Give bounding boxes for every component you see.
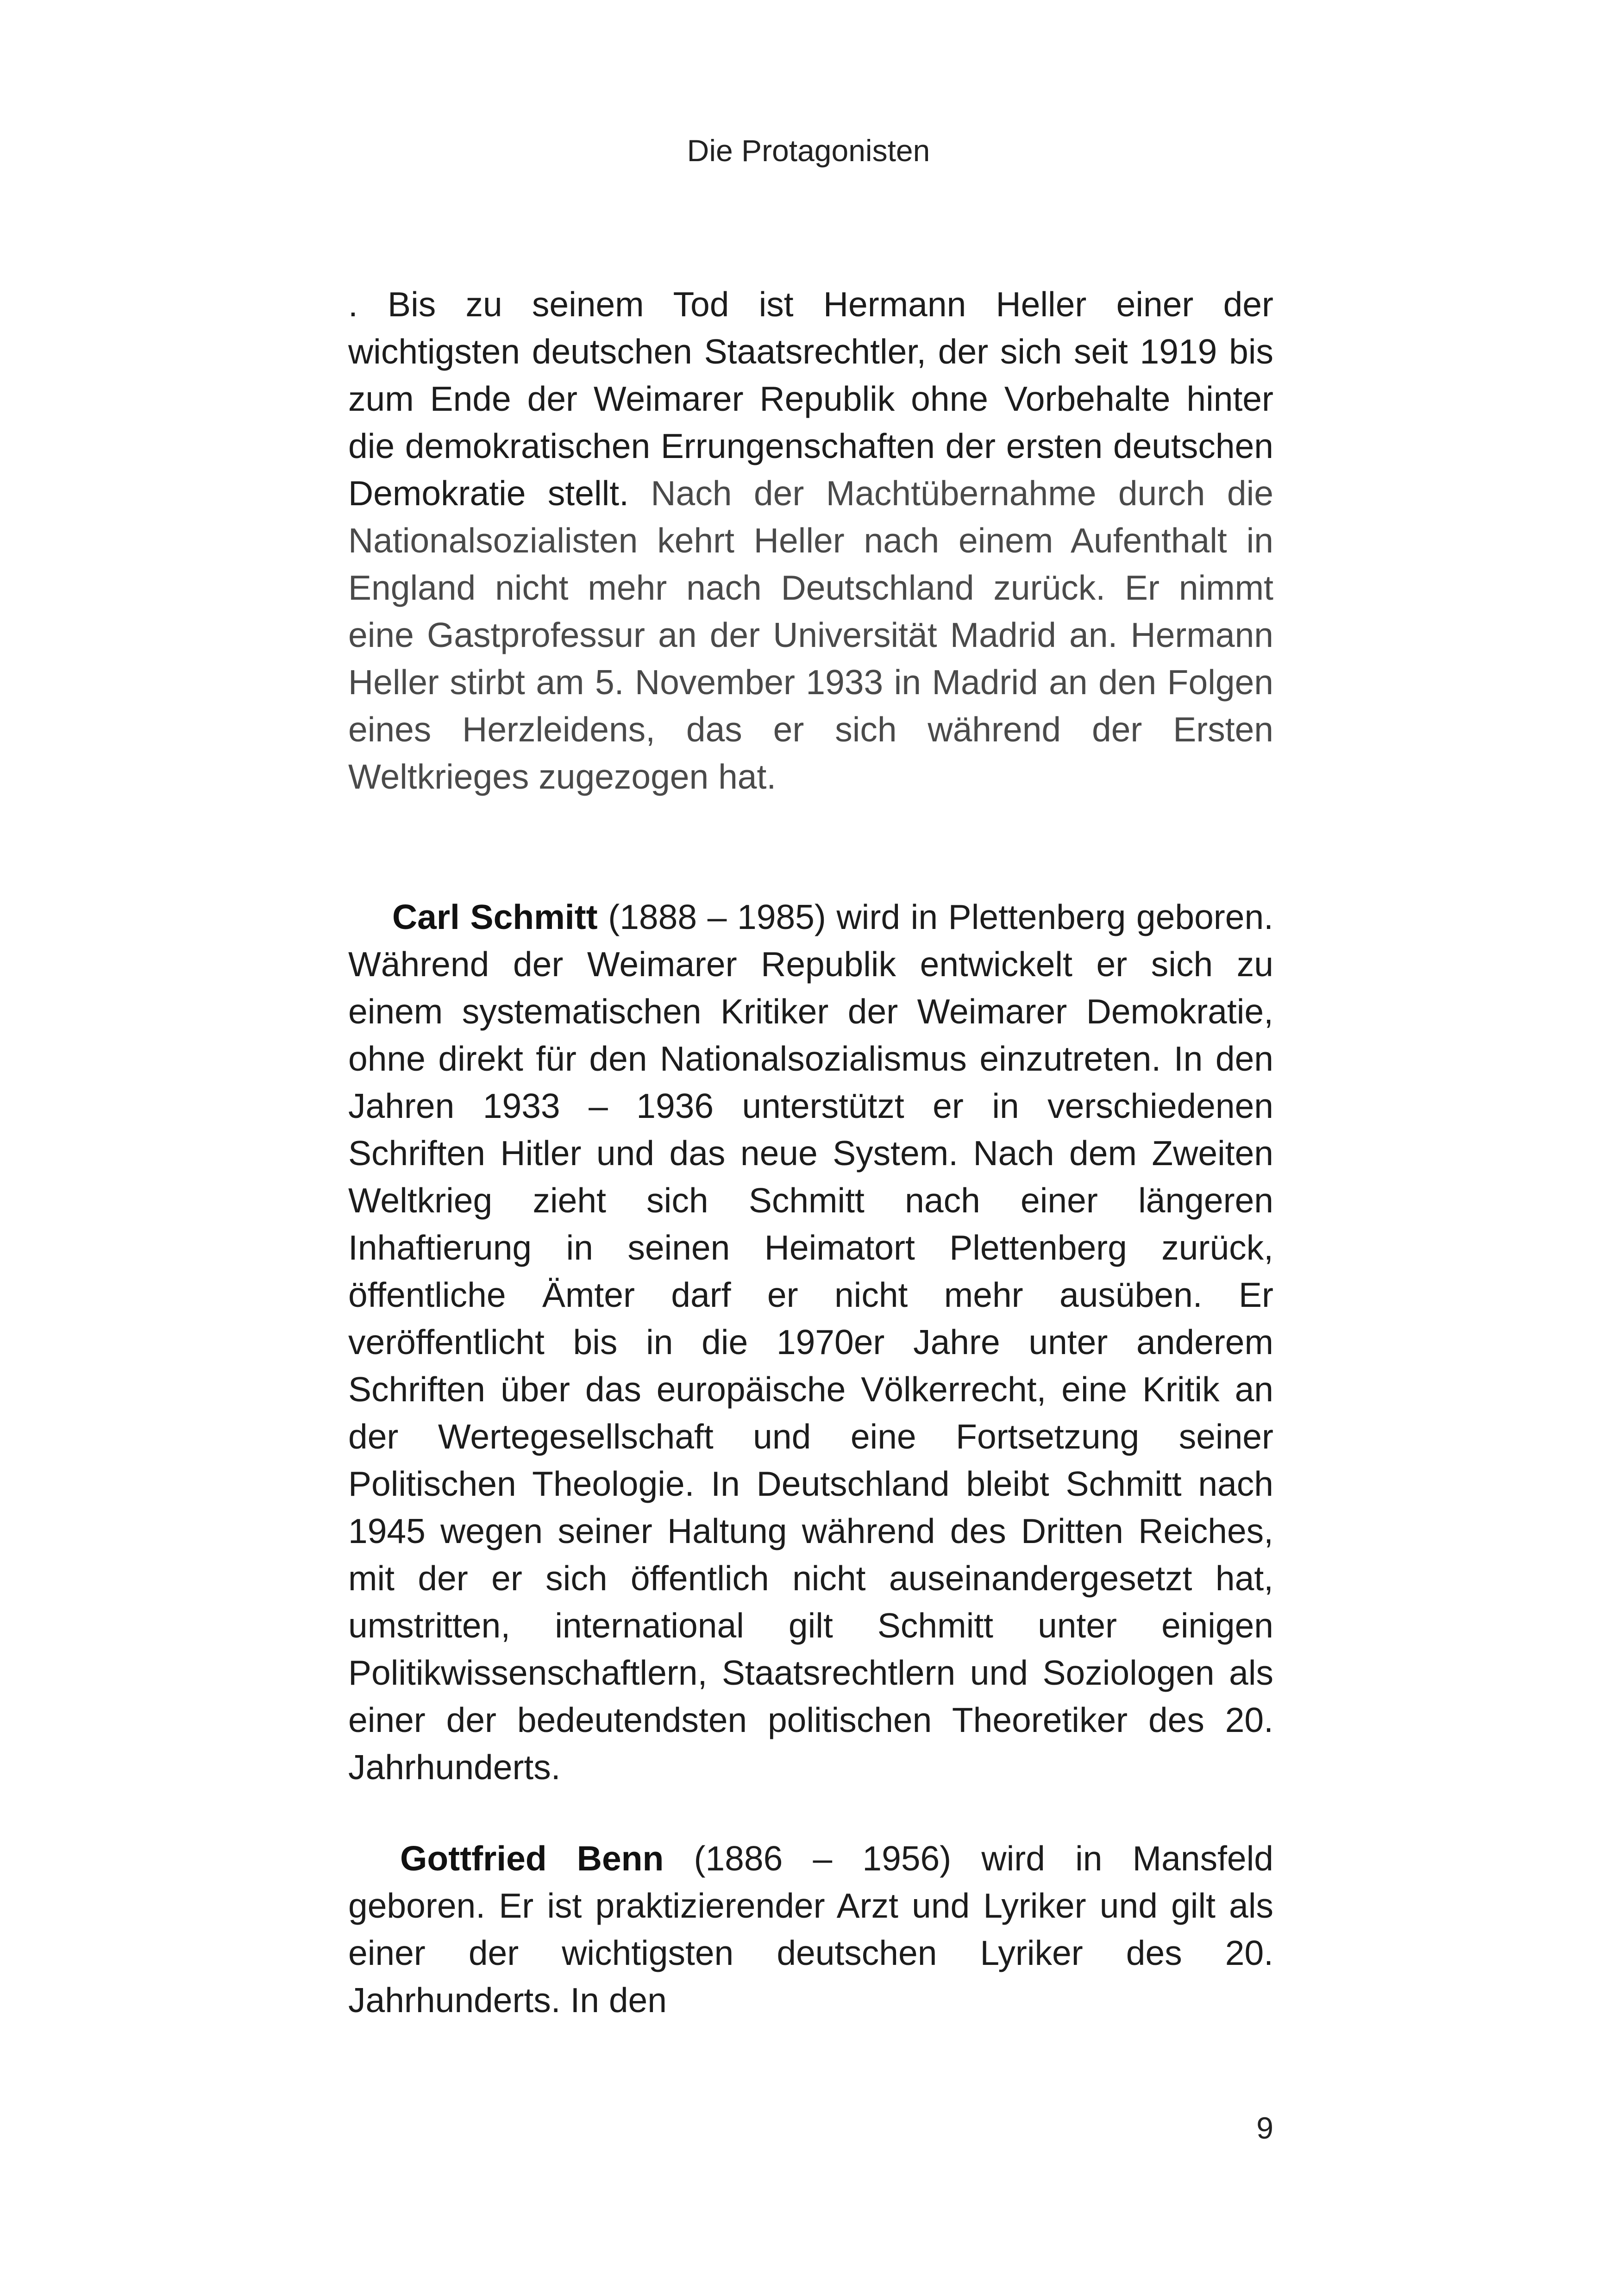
person-name-schmitt: Carl Schmitt (392, 897, 598, 936)
paragraph-benn (348, 1835, 1273, 2024)
schmitt-text: (1888 – 1985) wird in Plettenberg geboren. Während der Weimarer Republik entwickelt er sich zu einem systematischen Kritiker der Weimarer Demokratie, ohne direkt für den Nationalsozialismus einzutreten. In den Jahren 1933 – 1936 unterstützt er in verschiedenen Schriften Hitler und das neue System. Nach dem Zweiten Weltkrieg zieht sich Schmitt nach einer längeren Inhaftierung in seinen Heimatort Plettenberg zurück, öffentliche Ämter darf er nicht mehr ausüben. Er veröffentlicht bis in die 1970er Jahre unter anderem Schriften über das europäische Völkerrecht, eine Kritik an der Wertegesellschaft und eine Fortsetzung seiner Politischen Theologie. In Deutschland bleibt Schmitt nach 1945 wegen seiner Haltung während des Dritten Reiches, mit der er sich öffentlich nicht auseinandergesetzt hat, umstritten, international gilt Schmitt unter einigen Politikwissenschaftlern, Staatsrechtlern und Soziologen als einer der bedeutendsten politischen Theoretiker des 20. Jahrhunderts. (348, 897, 1274, 1787)
person-name-benn: Gottfried Benn (400, 1839, 664, 1878)
heller-text-strong: . Bis zu seinem Tod ist Hermann Heller einer der wichtigsten deutschen Staatsrechtler, der sich seit 1919 bis zum Ende der Weimarer Republik ohne Vorbehalte hinter die demokratischen Errungenschaften der ersten deutschen Demokratie stellt. (348, 285, 1273, 513)
paragraph-schmitt (348, 893, 1273, 1791)
benn-text: (1886 – 1956) wird in Mansfeld geboren. Er ist praktizierender Arzt und Lyriker und gilt als einer der wichtigsten deutschen Lyriker des 20. Jahrhunderts. In den (348, 1839, 1273, 2020)
page-number: 9 (1256, 2111, 1273, 2145)
paragraph-heller (348, 281, 1273, 800)
paragraph-text (348, 893, 1273, 1791)
paragraph-text (348, 1835, 1273, 2024)
heller-text-muted: Nach der Machtübernahme durch die Nationalsozialisten kehrt Heller nach einem Aufenthalt in England nicht mehr nach Deutschland zurück. Er nimmt eine Gastprofessur an der Universität Madrid an. Hermann Heller stirbt am 5. November 1933 in Madrid an den Folgen eines Herzleidens, das er sich während der Ersten Weltkrieges zugezogen hat. (348, 474, 1273, 796)
paragraph-text (348, 281, 1273, 800)
running-header: Die Protagonisten (687, 133, 930, 168)
